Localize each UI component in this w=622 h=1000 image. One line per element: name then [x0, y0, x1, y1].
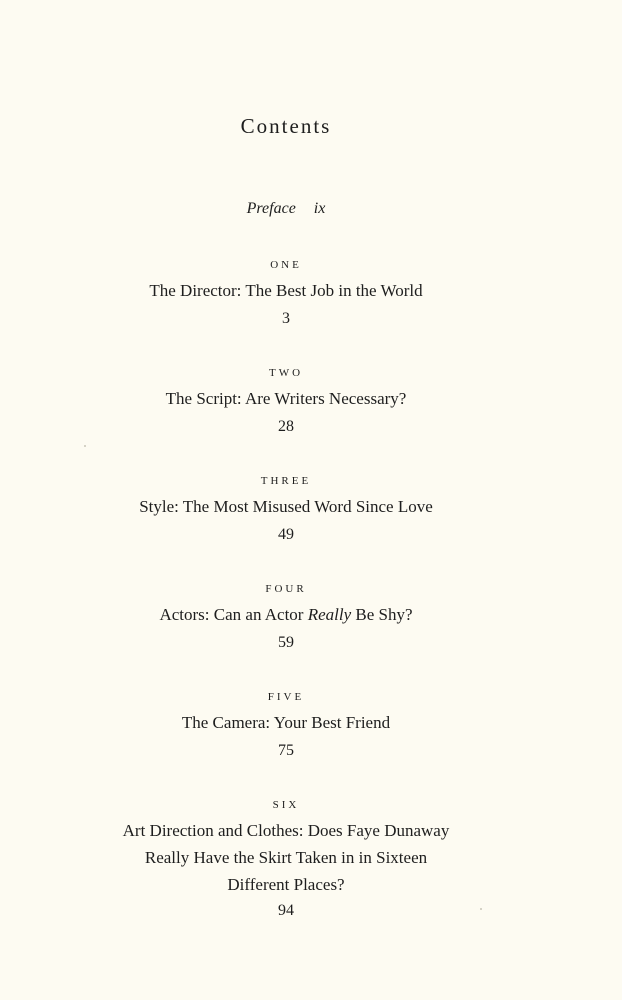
preface-label: Preface — [246, 200, 296, 217]
chapter-title[interactable]: The Camera: Your Best Friend — [181, 713, 391, 732]
paper-speck — [84, 445, 86, 447]
chapter-number: FIVE — [267, 691, 305, 703]
chapter-number: FOUR — [265, 583, 307, 595]
chapter-title[interactable]: The Director: The Best Job in the World — [149, 281, 423, 300]
chapter-title-line[interactable]: Different Places? — [227, 875, 345, 894]
chapter-number: THREE — [260, 475, 312, 487]
chapter-title-line[interactable]: Really Have the Skirt Taken in in Sixteen — [144, 848, 428, 867]
chapter-page-number: 28 — [278, 418, 294, 435]
chapter-title-part: Be Shy? — [351, 605, 413, 624]
preface-page-number: ix — [313, 200, 326, 217]
chapter-page-number: 49 — [278, 526, 294, 543]
chapter-page-number: 75 — [278, 742, 294, 759]
page-title: Contents — [240, 114, 332, 138]
chapter-number: SIX — [272, 799, 300, 811]
chapter-title-italic: Really — [307, 605, 352, 624]
chapter-title-part: Actors: Can an Actor — [159, 605, 308, 624]
chapter-title-line[interactable]: Art Direction and Clothes: Does Faye Dunaway — [122, 821, 450, 840]
chapter-page-number: 59 — [278, 634, 294, 651]
chapter-title[interactable]: Style: The Most Misused Word Since Love — [139, 497, 433, 516]
chapter-number: ONE — [270, 259, 302, 271]
chapter-number: TWO — [268, 367, 304, 379]
preface-entry[interactable] — [0, 200, 572, 218]
chapter-title[interactable]: The Script: Are Writers Necessary? — [165, 389, 407, 408]
chapter-page-number: 3 — [282, 310, 290, 327]
paper-speck — [480, 908, 482, 910]
chapter-page-number: 94 — [278, 902, 294, 919]
chapter-title[interactable] — [0, 605, 572, 625]
